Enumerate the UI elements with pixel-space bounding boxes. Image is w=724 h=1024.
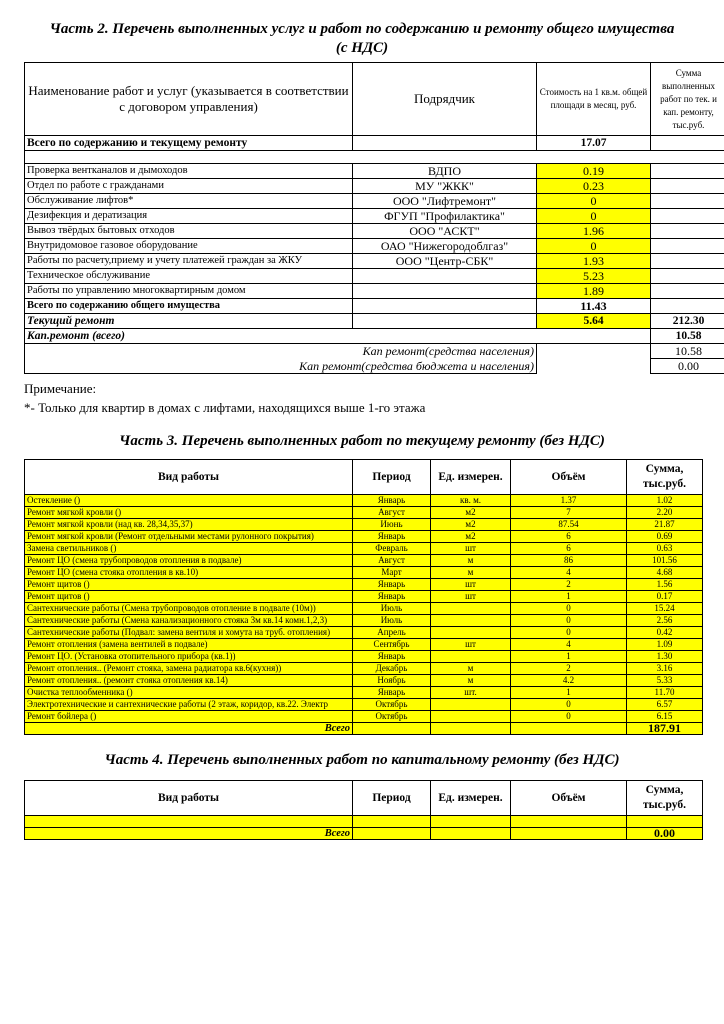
table-row (25, 699, 703, 711)
table-row (25, 531, 703, 543)
cell-period: Октябрь (353, 711, 431, 723)
part3-header-row: Вид работы Период Ед. измерен. Объём Сумма, тыс.руб. (25, 460, 703, 495)
cell-unit: шт (431, 639, 511, 651)
table-row: Работы по расчету,приему и учету платежей граждан за ЖКУ ООО "Центр-СБК" 1.93 (25, 254, 724, 269)
spacer-row (25, 151, 724, 164)
cell-work: Сантехнические работы (Смена трубопроводов отопление в подвале (10м)) (25, 603, 353, 615)
cap-repair-row: Кап.ремонт (всего) 10.58 (25, 329, 724, 344)
cell-unit (431, 603, 511, 615)
cell-volume: 87.54 (511, 519, 627, 531)
part4-header-row: Вид работы Период Ед. измерен. Объём Сумма, тыс.руб. (25, 781, 703, 816)
cap-budget-row: Кап ремонт(средства бюджета и населения) 0.00 (25, 359, 724, 374)
table-row (25, 615, 703, 627)
table-row: Техническое обслуживание 5.23 (25, 269, 724, 284)
cell-volume: 0 (511, 711, 627, 723)
table-row (25, 711, 703, 723)
cell-work: Ремонт отопления.. (ремонт стояка отопления кв.14) (25, 675, 353, 687)
cell-period: Январь (353, 579, 431, 591)
total-maintenance-row: Всего по содержанию и текущему ремонту 17.07 (25, 136, 724, 151)
cell-volume: 4.2 (511, 675, 627, 687)
cell-sum: 0.42 (627, 627, 703, 639)
cell-work: Ремонт мягкой кровли (Ремонт отдельными местами рулонного покрытия) (25, 531, 353, 543)
cap-residents-row: Кап ремонт(средства населения) 10.58 (25, 344, 724, 359)
cell-period: Январь (353, 651, 431, 663)
cell-unit: кв. м. (431, 495, 511, 507)
header-sum: Сумма выполненных работ по тек. и кап. ремонту, тыс.руб. (651, 63, 724, 136)
table-row: Работы по управлению многоквартирным домом 1.89 (25, 284, 724, 299)
cell-period: Ноябрь (353, 675, 431, 687)
table-row (25, 591, 703, 603)
cell-sum: 3.16 (627, 663, 703, 675)
cell-period: Сентябрь (353, 639, 431, 651)
cell-unit: м2 (431, 519, 511, 531)
cell-volume: 0 (511, 603, 627, 615)
cell-period: Июль (353, 615, 431, 627)
part3-rows (25, 495, 703, 723)
part4-table (24, 780, 703, 840)
cell-volume: 1.37 (511, 495, 627, 507)
cell-sum: 0.69 (627, 531, 703, 543)
cell-period: Июнь (353, 519, 431, 531)
cell-work: Электротехнические и сантехнические работы (2 этаж, коридор, кв.22. Электр (25, 699, 353, 711)
cell-volume: 2 (511, 579, 627, 591)
cell-unit: м (431, 555, 511, 567)
part4-empty-row (25, 816, 703, 828)
part4-title: Часть 4. Перечень выполненных работ по капитальному ремонту (без НДС) (104, 752, 620, 768)
cell-work: Ремонт ЦО (смена стояка отопления в кв.10) (25, 567, 353, 579)
cell-work: Ремонт ЦО (смена трубопроводов отопления в подвале) (25, 555, 353, 567)
part4-total-row: Всего 0.00 (25, 828, 703, 840)
table-row (25, 567, 703, 579)
cell-period: Август (353, 507, 431, 519)
cell-volume: 2 (511, 663, 627, 675)
cell-period: Август (353, 555, 431, 567)
cell-unit (431, 699, 511, 711)
cell-sum: 5.33 (627, 675, 703, 687)
cell-volume: 86 (511, 555, 627, 567)
table-row (25, 675, 703, 687)
cell-volume: 0 (511, 615, 627, 627)
table-row (25, 687, 703, 699)
cell-unit: шт (431, 543, 511, 555)
cell-sum: 1.09 (627, 639, 703, 651)
part3-title: Часть 3. Перечень выполненных работ по текущему ремонту (без НДС) (119, 433, 605, 449)
table-row: Вывоз твёрдых бытовых отходов ООО "АСКТ" 1.96 (25, 224, 724, 239)
table-row (25, 627, 703, 639)
cell-unit: м2 (431, 507, 511, 519)
table-row (25, 663, 703, 675)
cell-unit: шт. (431, 687, 511, 699)
cell-work: Очистка теплообменника () (25, 687, 353, 699)
cell-period: Январь (353, 687, 431, 699)
total-common-row: Всего по содержанию общего имущества 11.43 (25, 299, 724, 314)
cell-period: Январь (353, 495, 431, 507)
cell-period: Март (353, 567, 431, 579)
cell-sum: 11.70 (627, 687, 703, 699)
cell-work: Ремонт мягкой кровли (над кв. 28,34,35,37) (25, 519, 353, 531)
cell-volume: 4 (511, 567, 627, 579)
cell-sum: 1.02 (627, 495, 703, 507)
current-repair-row: Текущий ремонт 5.64 212.30 (25, 314, 724, 329)
part2-title: Часть 2. Перечень выполненных услуг и работ по содержанию и ремонту общего имущества (с НДС) (49, 21, 675, 56)
cell-sum: 2.20 (627, 507, 703, 519)
part3-total-row: Всего 187.91 (25, 723, 703, 735)
table-row (25, 519, 703, 531)
cell-volume: 1 (511, 651, 627, 663)
cell-volume: 4 (511, 639, 627, 651)
cell-volume: 0 (511, 699, 627, 711)
table-row: Обслуживание лифтов* ООО "Лифтремонт" 0 (25, 194, 724, 209)
cell-sum: 0.63 (627, 543, 703, 555)
cell-sum: 6.15 (627, 711, 703, 723)
cell-volume: 1 (511, 687, 627, 699)
table-row: Отдел по работе с гражданами МУ "ЖКК" 0.23 (25, 179, 724, 194)
note-text: *- Только для квартир в домах с лифтами, находящихся выше 1-го этажа (24, 400, 426, 415)
cell-work: Остекление () (25, 495, 353, 507)
cell-unit: м2 (431, 531, 511, 543)
table-row: Проверка вентканалов и дымоходов ВДПО 0.19 (25, 164, 724, 179)
cell-sum: 4.68 (627, 567, 703, 579)
cell-unit (431, 615, 511, 627)
cell-sum: 0.17 (627, 591, 703, 603)
cell-unit (431, 711, 511, 723)
cell-period: Декабрь (353, 663, 431, 675)
table-row (25, 495, 703, 507)
cell-period: Февраль (353, 543, 431, 555)
table-row (25, 651, 703, 663)
table-row: Дезифекция и дератизация ФГУП "Профилактика" 0 (25, 209, 724, 224)
note-title: Примечание: (24, 381, 97, 396)
cell-work: Сантехнические работы (Смена канализационного стояка 3м кв.14 комн.1,2,3) (25, 615, 353, 627)
cell-unit: шт (431, 591, 511, 603)
cell-period: Октябрь (353, 699, 431, 711)
cell-sum: 6.57 (627, 699, 703, 711)
header-cost: Стоимость на 1 кв.м. общей площади в месяц, руб. (537, 63, 651, 136)
cell-unit (431, 651, 511, 663)
cell-volume: 0 (511, 627, 627, 639)
cell-volume: 6 (511, 543, 627, 555)
cell-work: Ремонт щитов () (25, 591, 353, 603)
cell-sum: 2.56 (627, 615, 703, 627)
cell-period: Июль (353, 603, 431, 615)
cell-work: Ремонт отопления (замена вентилей в подвале) (25, 639, 353, 651)
cell-work: Ремонт отопления.. (Ремонт стояка, замена радиатора кв.6(кухня)) (25, 663, 353, 675)
part3-table (24, 459, 703, 735)
cell-unit: м (431, 567, 511, 579)
cell-work: Ремонт бойлера () (25, 711, 353, 723)
cell-unit (431, 627, 511, 639)
table-row: Внутридомовое газовое оборудование ОАО "Нижегородоблгаз" 0 (25, 239, 724, 254)
cell-period: Январь (353, 531, 431, 543)
cell-sum: 101.56 (627, 555, 703, 567)
cell-sum: 1.30 (627, 651, 703, 663)
table-row (25, 555, 703, 567)
part2-header-row (25, 63, 724, 136)
cell-sum: 21.87 (627, 519, 703, 531)
header-name: Наименование работ и услуг (указывается в соответствии с договором управления) (25, 63, 353, 136)
cell-unit: м (431, 675, 511, 687)
cell-work: Ремонт щитов () (25, 579, 353, 591)
cell-volume: 6 (511, 531, 627, 543)
cell-work: Ремонт мягкой кровли () (25, 507, 353, 519)
cell-sum: 1.56 (627, 579, 703, 591)
table-row (25, 639, 703, 651)
cell-volume: 1 (511, 591, 627, 603)
cell-work: Сантехнические работы (Подвал: замена вентиля и хомута на труб. отопления) (25, 627, 353, 639)
header-contractor: Подрядчик (353, 63, 537, 136)
cell-period: Апрель (353, 627, 431, 639)
table-row (25, 579, 703, 591)
cell-volume: 7 (511, 507, 627, 519)
part2-table (24, 62, 724, 374)
table-row (25, 507, 703, 519)
cell-period: Январь (353, 591, 431, 603)
cell-unit: шт (431, 579, 511, 591)
cell-work: Замена светильников () (25, 543, 353, 555)
table-row (25, 543, 703, 555)
cell-sum: 15.24 (627, 603, 703, 615)
cell-unit: м (431, 663, 511, 675)
table-row (25, 603, 703, 615)
cell-work: Ремонт ЦО. (Установка отопительного прибора (кв.1)) (25, 651, 353, 663)
